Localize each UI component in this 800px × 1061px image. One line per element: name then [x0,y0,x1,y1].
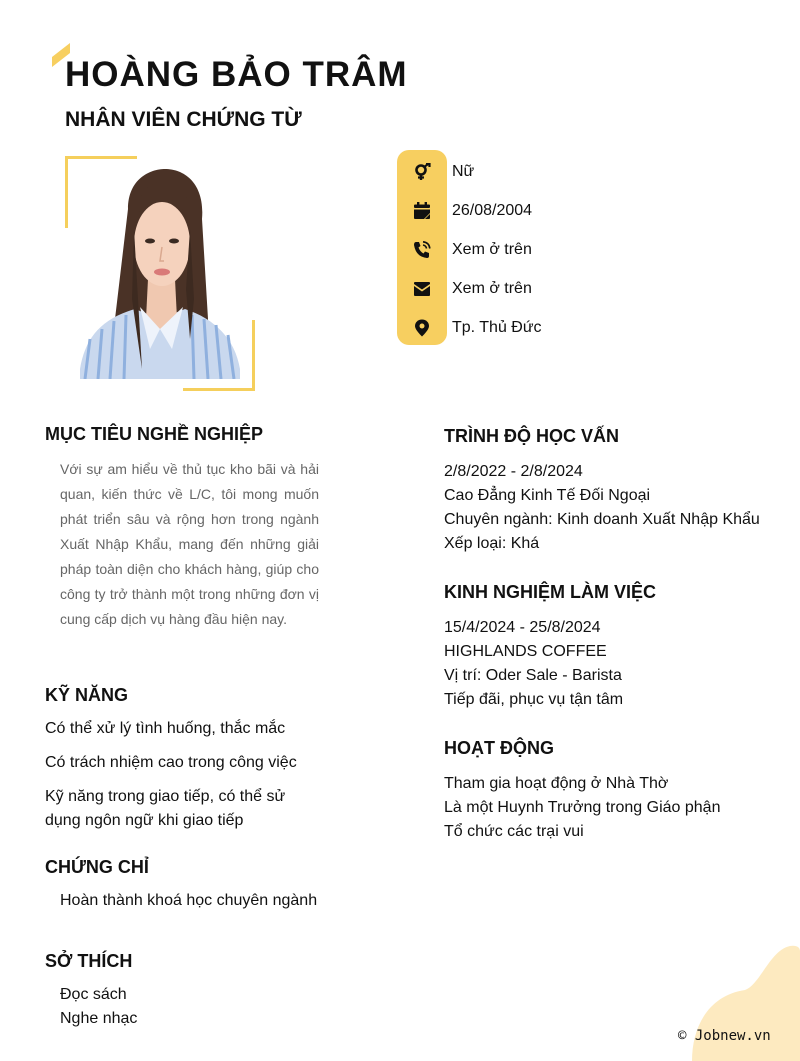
experience-company: HIGHLANDS COFFEE [444,643,607,660]
contact-gender-value: Nữ [452,163,475,180]
education-period: 2/8/2022 - 2/8/2024 [444,463,583,480]
contact-location [397,316,542,340]
hobbies-list [60,983,137,1031]
hobby-item: Đọc sách [60,986,127,1003]
phone-icon [397,241,447,259]
certificates-title: CHỨNG CHỈ [45,857,149,877]
skills-list [45,717,305,843]
objective-title: MỤC TIÊU NGHỀ NGHIỆP [45,424,264,444]
photo-frame-corner-top-left [65,156,137,159]
email-icon [397,281,447,297]
contact-phone[interactable] [397,238,532,262]
gender-icon [397,163,447,181]
contact-location-value: Tp. Thủ Đức [452,319,542,336]
calendar-icon [397,202,447,220]
activities-title: HOẠT ĐỘNG [444,738,554,758]
contact-birthdate-value: 26/08/2004 [452,202,533,219]
contact-gender [397,160,474,184]
location-icon [397,319,447,337]
contact-email-value: Xem ở trên [452,280,532,297]
education-major: Chuyên ngành: Kinh doanh Xuất Nhập Khẩu [444,511,760,528]
skill-item: Có thể xử lý tình huống, thắc mắc [45,720,286,737]
certificate-item: Hoàn thành khoá học chuyên ngành [60,892,318,909]
contact-birthdate [397,199,532,223]
activity-item: Là một Huynh Trưởng trong Giáo phận [444,799,721,816]
hobbies-title: SỞ THÍCH [45,951,133,971]
objective-text: Với sự am hiểu về thủ tục kho bãi và hải quan, kiến thức về L/C, tôi mong muốn phát triển sâu và rộng hơn trong ngành Xuất Nhập Khẩu, mang đến những giải pháp toàn diện cho khách hàng, giúp cho công ty trở thành một trong những đơn vị cung cấp dịch vụ hàng đầu hiện nay. [60,461,319,627]
experience-description: Tiếp đãi, phục vụ tận tâm [444,691,624,708]
contact-phone-value: Xem ở trên [452,241,532,258]
job-title: NHÂN VIÊN CHỨNG TỪ [65,108,302,131]
activities-list [444,772,720,844]
contact-email[interactable] [397,277,532,301]
education-school: Cao Đẳng Kinh Tế Đối Ngoại [444,487,651,504]
candidate-name: HOÀNG BẢO TRÂM [65,55,408,94]
education-title: TRÌNH ĐỘ HỌC VẤN [444,426,619,446]
activity-item: Tổ chức các trại vui [444,823,584,840]
photo-frame-corner-bottom-right-vertical [252,320,255,391]
experience-period: 15/4/2024 - 25/8/2024 [444,619,601,636]
photo-frame-corner-bottom-right [183,388,255,391]
skill-item: Kỹ năng trong giao tiếp, có thể sử dụng ngôn ngữ khi giao tiếp [45,788,286,829]
education-grade: Xếp loại: Khá [444,535,540,552]
hobby-item: Nghe nhạc [60,1010,138,1027]
photo-frame-corner-top-left-vertical [65,156,68,228]
education-details [444,460,760,556]
skill-item: Có trách nhiệm cao trong công việc [45,754,297,771]
profile-photo [80,169,240,379]
activity-item: Tham gia hoạt động ở Nhà Thờ [444,775,669,792]
skills-title: KỸ NĂNG [45,685,129,705]
copyright-text[interactable]: © Jobnew.vn [678,1028,771,1044]
experience-title: KINH NGHIỆM LÀM VIỆC [444,582,657,602]
experience-details [444,616,623,712]
experience-position: Vị trí: Oder Sale - Barista [444,667,622,684]
